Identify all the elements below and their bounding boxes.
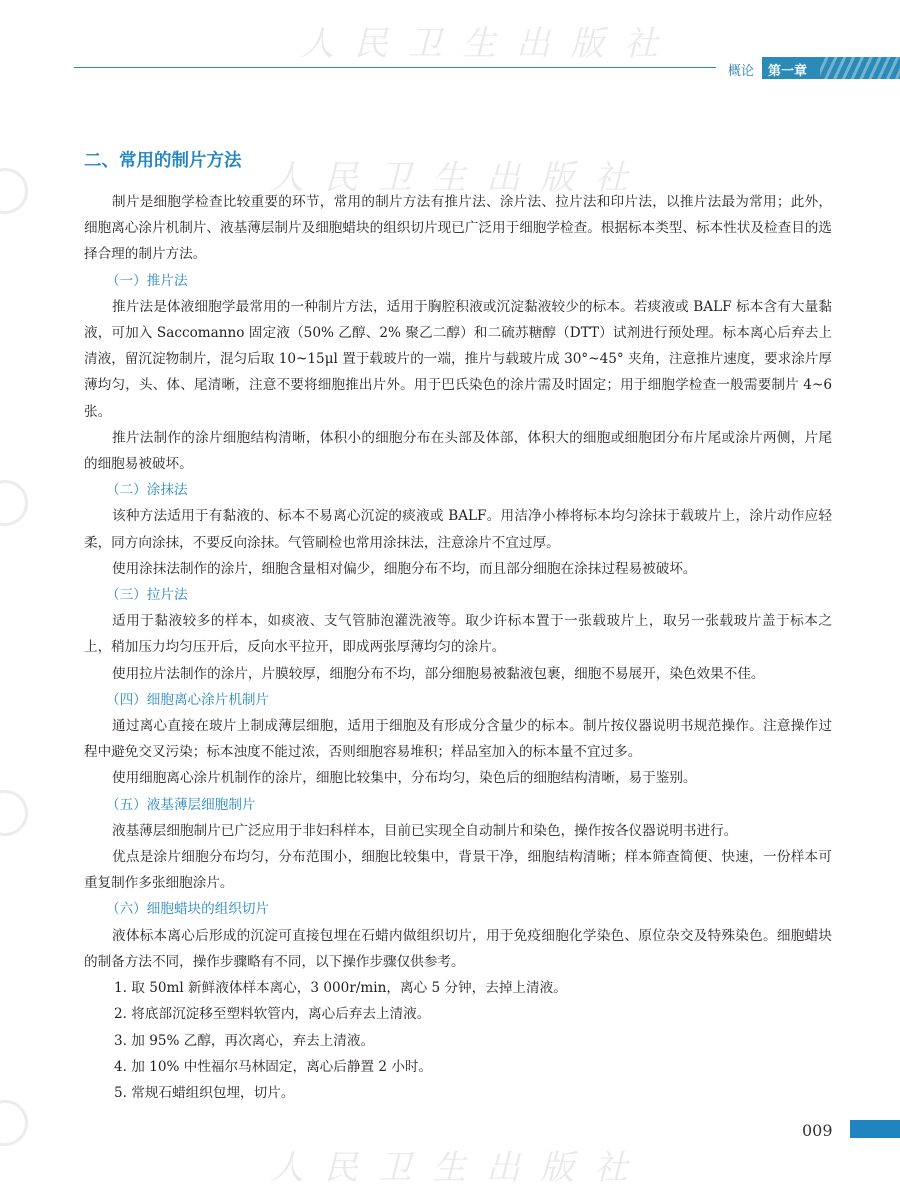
section-title: 二、常用的制片方法 [84,151,242,171]
intro-paragraph: 制片是细胞学检查比较重要的环节，常用的制片方法有推片法、涂片法、拉片法和印片法，以推片法最为常用；此外，细胞离心涂片机制片、液基薄层制片及细胞蜡块的组织切片现已广泛用于细胞学检查。根据标本类型、标本性状及检查目的选择合理的制片方法。 [84,194,832,263]
subsection-heading: （六）细胞蜡块的组织切片 [106,901,270,918]
page-tab-bar [850,1120,900,1138]
header-chapter-tab [762,57,900,79]
header-rule [74,67,716,68]
step-item: 5. 常规石蜡组织包埋，切片。 [114,1084,295,1101]
header-chapter-label: 第一章 [768,64,808,79]
watermark-seal-icon [0,480,28,526]
watermark-seal-icon [0,790,28,836]
paragraph: 通过离心直接在玻片上制成薄层细胞，适用于细胞及有形成分含量少的标本。制片按仪器说明书规范操作。注意操作过程中避免交叉污染；标本浊度不能过浓，否则细胞容易堆积；样品室加入的标本量不宜过多。 [84,718,832,761]
paragraph: 优点是涂片细胞分布均匀，分布范围小，细胞比较集中，背景干净，细胞结构清晰；样本筛查简便、快速，一份样本可重复制作多张细胞涂片。 [84,849,832,892]
step-item: 4. 加 10% 中性福尔马林固定，离心后静置 2 小时。 [114,1058,433,1075]
section-body [84,189,832,1106]
subsection-heading: （五）液基薄层细胞制片 [106,796,256,813]
step-item: 2. 将底部沉淀移至塑料软管内，离心后弃去上清液。 [114,1006,431,1023]
subsection-heading: （四）细胞离心涂片机制片 [106,691,270,708]
watermark-text: 人民卫生出版社 [270,158,648,198]
header-section-label: 概论 [728,64,755,79]
page-number: 009 [802,1121,833,1140]
watermark-text: 人民卫生出版社 [270,1148,648,1188]
paragraph: 液体标本离心后形成的沉淀可直接包埋在石蜡内做组织切片，用于免疫细胞化学染色、原位杂交及特殊染色。细胞蜡块的制备方法不同，操作步骤略有不同，以下操作步骤仅供参考。 [84,927,832,970]
paragraph: 推片法是体液细胞学最常用的一种制片方法，适用于胸腔积液或沉淀黏液较少的标本。若痰液或 BALF 标本含有大量黏液，可加入 Saccomanno 固定液（50% 乙醇、2% 聚乙二醇）和二硫苏糖醇（DTT）试剂进行预处理。标本离心后弃去上清液，留沉淀物制片，混匀后取 10~15μl 置于载玻片的一端，推片与载玻片成 30°~45° 夹角，注意推片速度，要求涂片厚薄均匀，头、体、尾清晰，注意不要将细胞推出片外。用于巴氏染色的涂片需及时固定；用于细胞学检查一般需要制片 4~6 张。 [84,298,832,420]
step-item: 3. 加 95% 乙醇，再次离心，弃去上清液。 [114,1032,375,1049]
watermark-seal-icon [0,1100,28,1146]
watermark-seal-icon [0,168,28,214]
paragraph: 该种方法适用于有黏液的、标本不易离心沉淀的痰液或 BALF。用洁净小棒将标本均匀涂抹于载玻片上，涂片动作应轻柔，同方向涂抹，不要反向涂抹。气管刷检也常用涂抹法，注意涂片不宜过厚。 [84,508,832,551]
subsection-heading: （三）拉片法 [106,587,188,604]
step-item: 1. 取 50ml 新鲜液体样本离心，3 000r/min，离心 5 分钟，去掉上清液。 [114,980,567,997]
paragraph: 使用细胞离心涂片机制作的涂片，细胞比较集中，分布均匀，染色后的细胞结构清晰，易于鉴别。 [112,770,697,787]
header-stripes [820,57,900,79]
paragraph: 液基薄层细胞制片已广泛应用于非妇科样本，目前已实现全自动制片和染色，操作按各仪器说明书进行。 [112,822,738,839]
watermark-text: 人民卫生出版社 [300,24,678,64]
paragraph: 使用涂抹法制作的涂片，细胞含量相对偏少，细胞分布不均，而且部分细胞在涂抹过程易被破坏。 [112,560,697,577]
subsection-heading: （二）涂抹法 [106,482,188,499]
subsection-heading: （一）推片法 [106,272,188,289]
paragraph: 使用拉片法制作的涂片，片膜较厚，细胞分布不均，部分细胞易被黏液包裹，细胞不易展开，染色效果不佳。 [112,665,765,682]
paragraph: 推片法制作的涂片细胞结构清晰，体积小的细胞分布在头部及体部，体积大的细胞或细胞团分布片尾或涂片两侧，片尾的细胞易被破坏。 [84,429,832,473]
paragraph: 适用于黏液较多的样本，如痰液、支气管肺泡灌洗液等。取少许标本置于一张载玻片上，取另一张载玻片盖于标本之上，稍加压力均匀压开后，反向水平拉开，即成两张厚薄均匀的涂片。 [84,613,832,656]
